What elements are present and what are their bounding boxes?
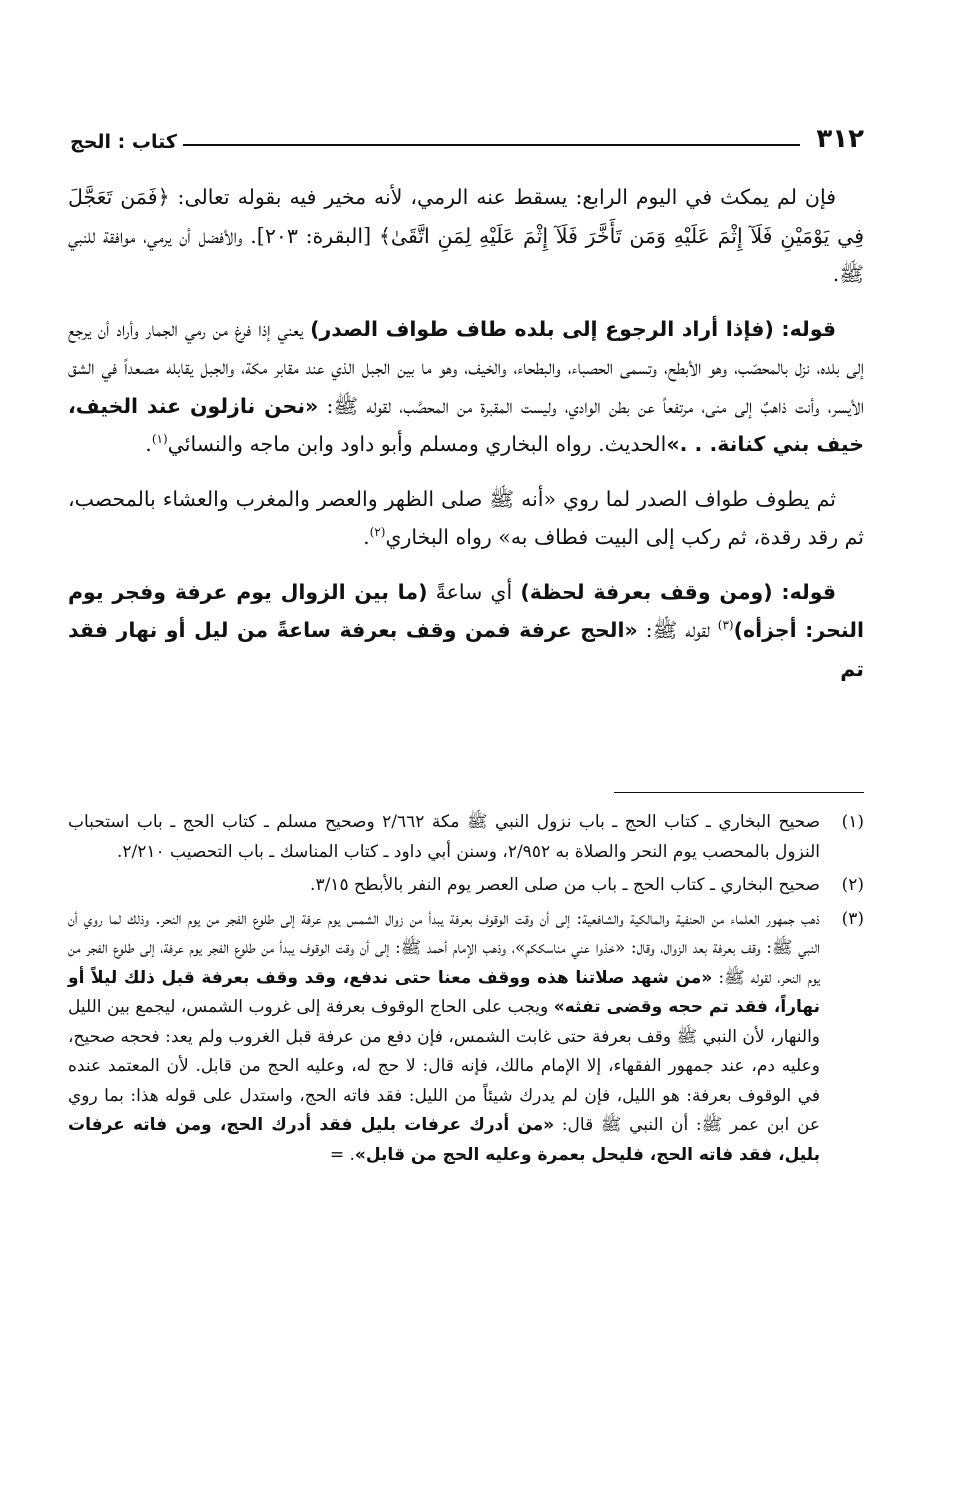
commentary-text: الحديث. رواه البخاري ومسلم وأبو داود وابن ماجه والنسائي bbox=[167, 432, 667, 456]
matn-quote: (ومن وقف بعرفة لحظة) bbox=[520, 579, 782, 604]
running-header bbox=[70, 108, 864, 152]
sentence-end: . bbox=[363, 525, 370, 549]
footnote bbox=[68, 905, 864, 1171]
footnote bbox=[68, 871, 864, 901]
main-text bbox=[68, 178, 864, 704]
commentary-text: ثم يطوف طواف الصدر لما روي «أنه ﷺ صلى الظهر والعصر والمغرب والعشاء بالمحصب، ثم رقد رقدة، ثم ركب إلى البيت فطاف به» رواه البخاري bbox=[68, 486, 864, 549]
commentary-text: يعني إذا فرغ من رمي الجمار وأراد أن يرجع إلى بلده، نزل بالمحصّب، وهو الأبطح، وتسمى الحصباء، والبطحاء، والخيف، وهو ما بين الجبل الذي عند مقابر مكة، والجبل يقابله مصعداً في الشق الأيسر، وأنت ذاهبٌ إلى منى، مرتفعاً عن بطن الوادي، وليست المقبرة من المحصَّب، لقوله ﷺ: bbox=[68, 316, 864, 418]
paragraph-lead: قوله: bbox=[781, 579, 837, 604]
paragraph-lead: قوله: bbox=[781, 316, 836, 341]
commentary-text: أي ساعةً bbox=[427, 579, 521, 604]
commentary-text: لقوله ﷺ: bbox=[637, 618, 718, 642]
footnote-segment: . = bbox=[329, 1144, 355, 1165]
footnote-number: (١) bbox=[841, 812, 864, 832]
header-rule bbox=[183, 144, 800, 146]
matn-quote: (فإذا أراد الرجوع إلى بلده طاف طواف الصدر) bbox=[310, 316, 782, 341]
paragraph-3 bbox=[68, 480, 864, 557]
matn-quote: (ما بين الزوال يوم عرفة وفجر يوم النحر: أجزأه) bbox=[68, 579, 865, 642]
paragraph-4 bbox=[68, 573, 864, 689]
hadith-quote: «الحج عرفة فمن وقف بعرفة ساعةً من ليل أو نهار فقد تم bbox=[68, 618, 864, 681]
sentence-end: . bbox=[145, 432, 152, 456]
footnote-segment: ويجب على الحاج الوقوف بعرفة إلى غروب الشمس، ليجمع بين الليل والنهار، لأن النبي ﷺ وقف بعرفة حتى غابت الشمس، فإن دفع من عرفة قبل الغروب ولم يعد: فحجه صحيح، وعليه دم، عند جمهور الفقهاء، إلا الإمام مالك، فإنه قال: لا حج له، وعليه الحج من قابل. لأن المعتمد عنده في الوقوف بعرفة: هو الليل، فإن لم يدرك شيئاً من الليل: فقد فاته الحج، واستدل على قوله هذا: بما روي عن ابن عمر ﷺ: أن النبي ﷺ قال: bbox=[68, 997, 820, 1135]
footnote-text: صحيح البخاري ـ كتاب الحج ـ باب نزول النبي ﷺ مكة ٢/٦٦٢ وصحيح مسلم ـ كتاب الحج ـ باب استحباب النزول بالمحصب يوم النحر والصلاة به ٢/٩٥٢، وسنن أبي داود ـ كتاب المناسك ـ باب التحصيب ٢/٢١٠. bbox=[68, 812, 821, 862]
footnote-ref: (٢) bbox=[369, 525, 386, 540]
footnote-divider bbox=[614, 792, 864, 793]
footnote-number: (٢) bbox=[841, 875, 864, 895]
footnotes bbox=[68, 808, 864, 1174]
footnote-text: صحيح البخاري ـ كتاب الحج ـ باب من صلى العصر يوم النفر بالأبطح ٣/١٥. bbox=[310, 875, 820, 895]
hadith-quote: «من شهد صلاتنا هذه ووقف معنا حتى ندفع، وقد وقف بعرفة قبل ذلك ليلاً أو نهاراً، فقد تم حجه وقضى تفثه» bbox=[68, 967, 820, 1017]
page-number: ٣١٢ bbox=[816, 124, 864, 154]
footnote bbox=[68, 808, 864, 867]
paragraph-1: فإن لم يمكث في اليوم الرابع: يسقط عنه الرمي، لأنه مخير فيه بقوله تعالى: ﴿فَمَن تَعَجَّلَ فِي يَوْمَيْنِ فَلَآ إِثْمَ عَلَيْهِ وَمَن تَأَخَّرَ فَلَآ إِثْمَ عَلَيْهِ لِمَنِ اتَّقَىٰ﴾ [البقرة: ٢٠٣]. والأفضل أن يرمي، موافقة للنبي ﷺ. bbox=[68, 185, 865, 286]
footnote-ref: (١) bbox=[151, 432, 168, 447]
footnote-segment: ذهب جمهور العلماء من الحنفية والمالكية والشافعية: إلى أن وقت الوقوف بعرفة يبدأ من زوال الشمس يوم عرفة إلى طلوع الفجر من يوم النحر. وذلك لما روي أن النبي ﷺ: وقف بعرفة بعد الزوال، وقال: «خذوا عني مناسككم»، وذهب الإمام أحمد ﷺ: إلى أن وقت الوقوف يبدأ من طلوع الفجر يوم عرفة، إلى طلوع الفجر من يوم النحر، لقوله ﷺ: bbox=[68, 908, 820, 988]
footnote-text bbox=[68, 905, 820, 1171]
hadith-quote: «من أدرك عرفات بليل فقد أدرك الحج، ومن فاته عرفات بليل، فقد فاته الحج، فليحل بعمرة وعليه الحج من قابل» bbox=[68, 1115, 820, 1165]
footnote-ref: (٣) bbox=[717, 618, 734, 633]
paragraph-2 bbox=[68, 310, 864, 464]
book-title: كتاب : الحج bbox=[70, 131, 177, 153]
hadith-quote: «نحن نازلون عند الخيف، خيف بني كنانة. . .» bbox=[68, 393, 864, 456]
footnote-number: (٣) bbox=[841, 908, 864, 929]
